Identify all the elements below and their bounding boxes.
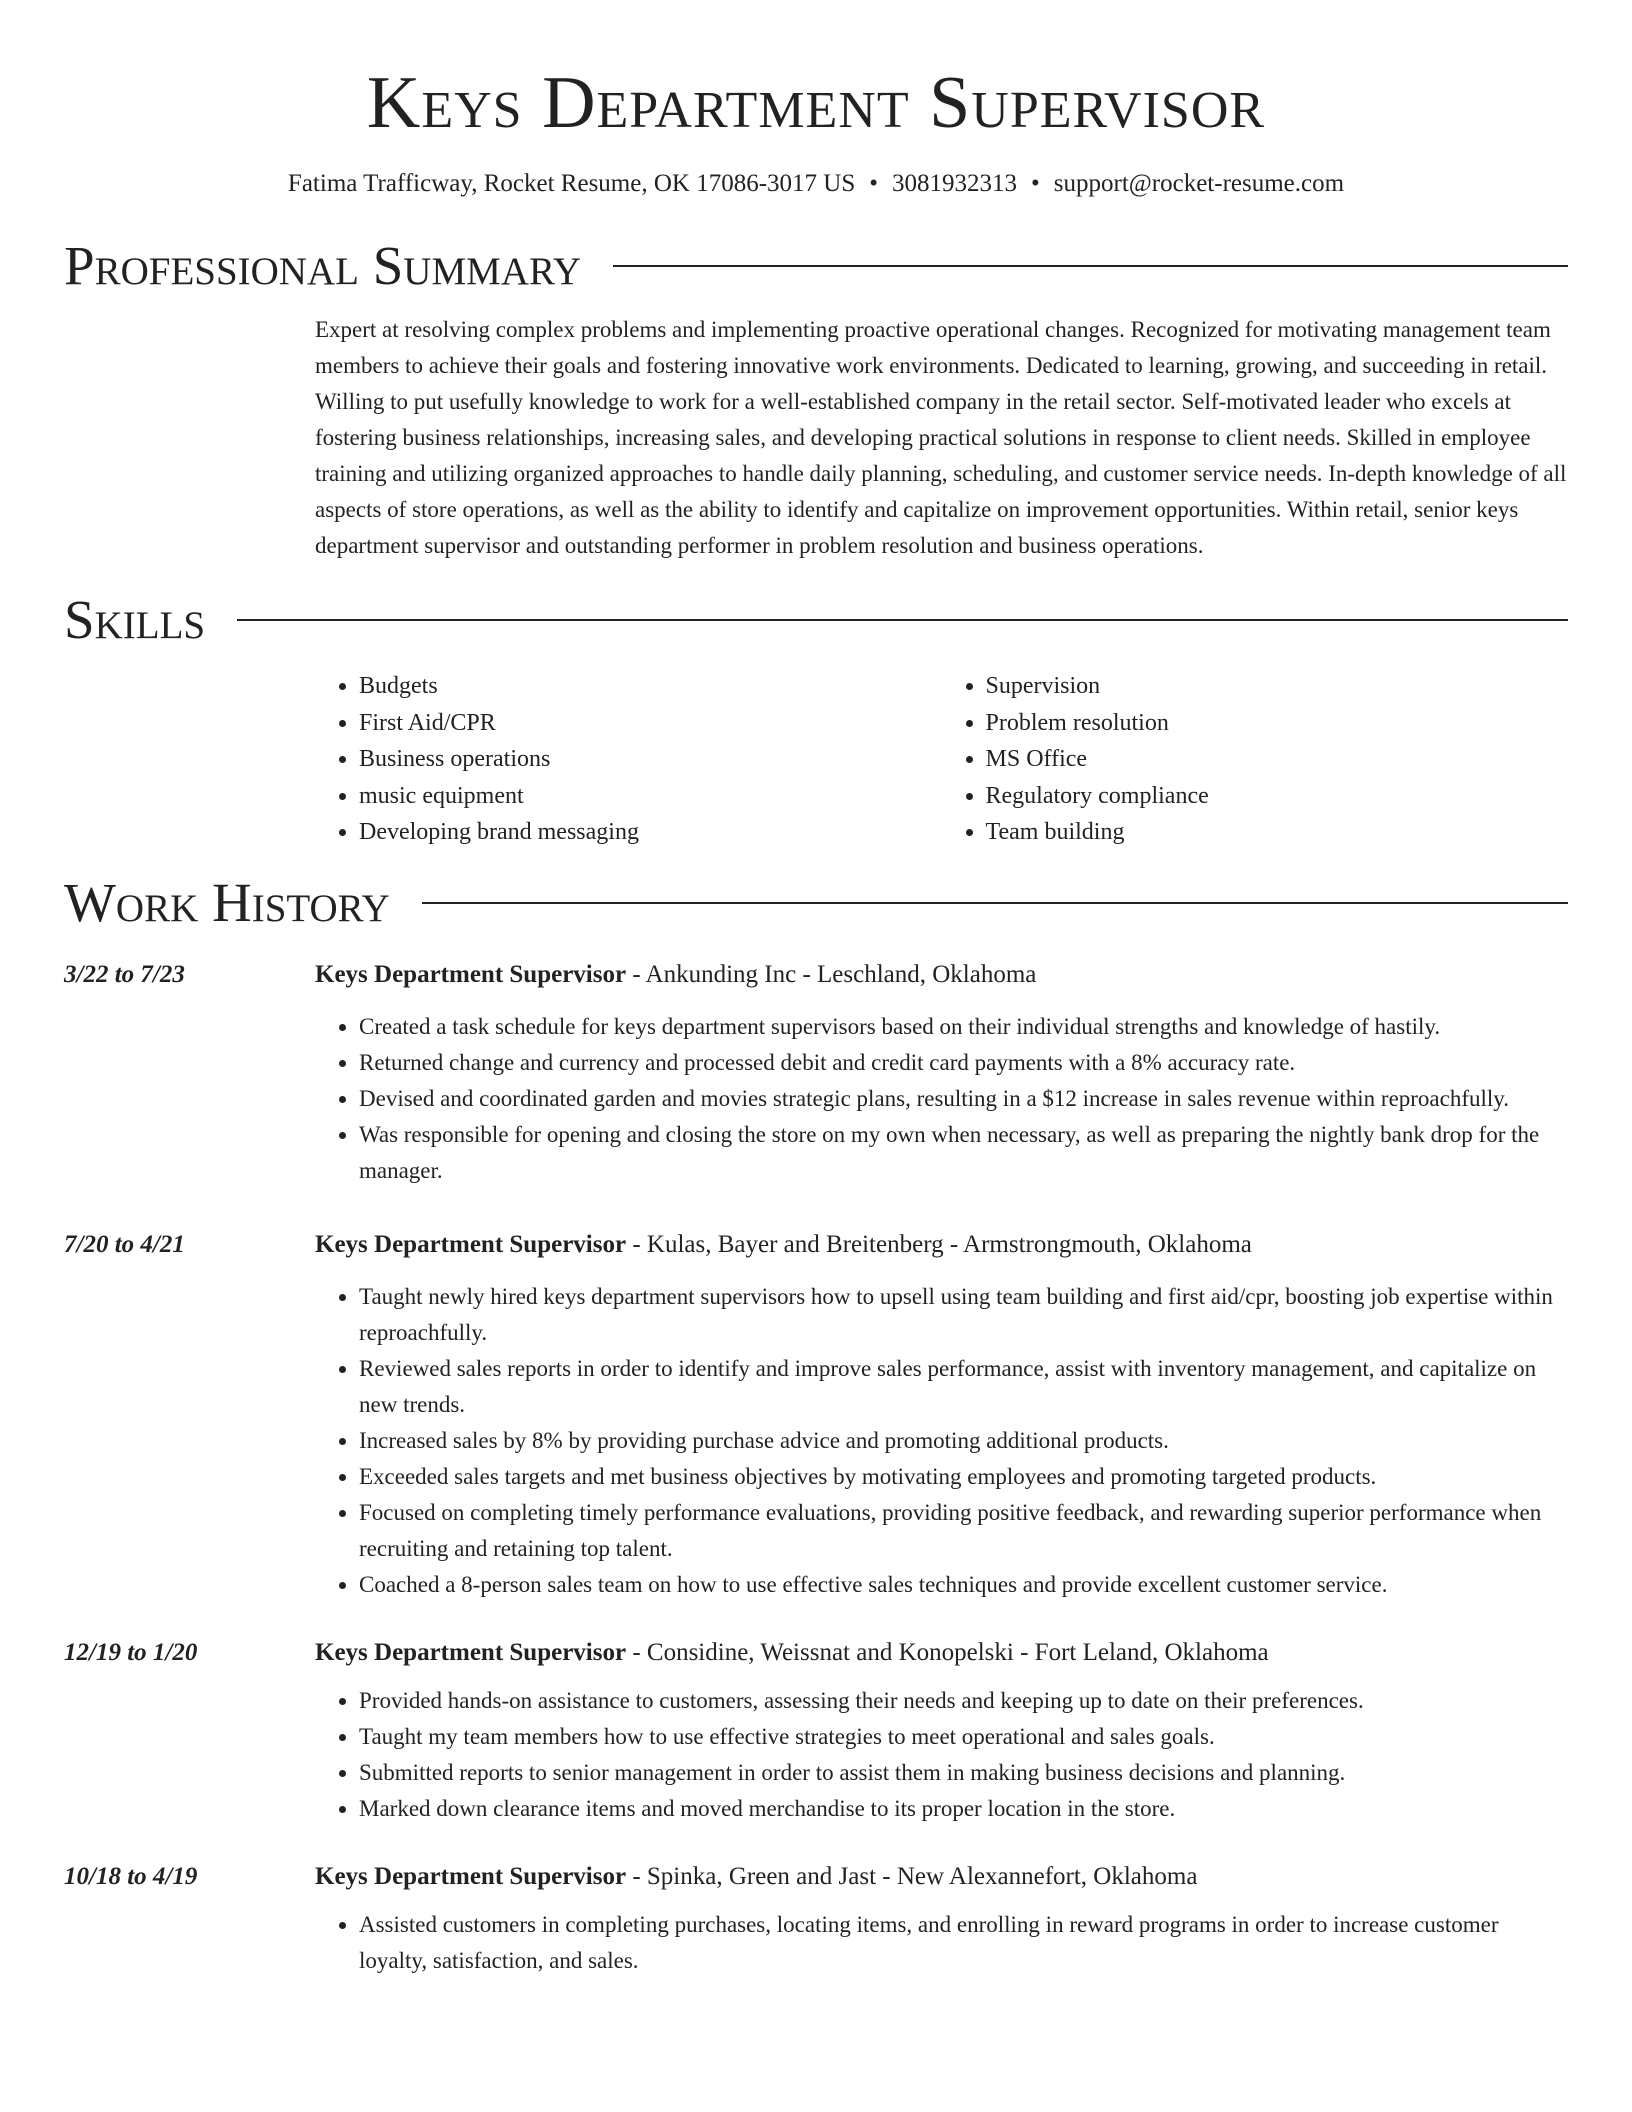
skills-heading: Skills bbox=[64, 589, 206, 650]
skill-item: • MS Office bbox=[986, 741, 1569, 778]
job-bullets bbox=[315, 1907, 1568, 1979]
skill-item: • Team building bbox=[986, 814, 1569, 851]
job-title-line bbox=[315, 1861, 1568, 1893]
job-bullets bbox=[315, 1683, 1568, 1827]
job-bullet: • Exceeded sales targets and met business objectives by motivating employees and promoting targeted products. bbox=[359, 1459, 1568, 1495]
job-entry bbox=[64, 959, 1568, 1189]
job-title-line bbox=[315, 1637, 1568, 1669]
job-bullet: • Taught my team members how to use effective strategies to meet operational and sales goals. bbox=[359, 1719, 1568, 1755]
job-bullets bbox=[315, 1009, 1568, 1189]
job-bullet: • Was responsible for opening and closing the store on my own when necessary, as well as preparing the nightly bank drop for the manager. bbox=[359, 1117, 1568, 1189]
section-divider bbox=[613, 265, 1568, 267]
job-entry bbox=[64, 1861, 1568, 1979]
job-employer: - Considine, Weissnat and Konopelski - Fort Leland, Oklahoma bbox=[626, 1638, 1269, 1666]
job-bullet: • Marked down clearance items and moved merchandise to its proper location in the store. bbox=[359, 1791, 1568, 1827]
job-title: Keys Department Supervisor bbox=[315, 1638, 627, 1666]
resume-page bbox=[64, 0, 1568, 1979]
job-employer: - Spinka, Green and Jast - New Alexannefort, Oklahoma bbox=[626, 1862, 1198, 1890]
job-dates: 10/18 to 4/19 bbox=[64, 1862, 198, 1890]
summary-heading: Professional Summary bbox=[64, 235, 582, 296]
work-heading: Work History bbox=[64, 871, 390, 933]
job-bullet: • Assisted customers in completing purchases, locating items, and enrolling in reward programs in order to increase customer loyalty, satisfaction, and sales. bbox=[359, 1907, 1568, 1979]
work-section-header bbox=[64, 871, 1568, 935]
job-dates: 7/20 to 4/21 bbox=[64, 1230, 185, 1258]
job-bullets bbox=[315, 1279, 1568, 1603]
summary-text: Expert at resolving complex problems and implementing proactive operational changes. Recognized for motivating management team members to achieve their goals and fostering innovative work environments. Dedicated to learning, growing, and succeeding in retail. Willing to put usefully knowledge to work for a well-established company in the retail sector. Self-motivated leader who excels at fostering business relationships, increasing sales, and developing practical solutions in response to client needs. Skilled in employee training and utilizing organized approaches to handle daily planning, scheduling, and customer service needs. In-depth knowledge of all aspects of store operations, as well as the ability to identify and capitalize on improvement opportunities. Within retail, senior keys department supervisor and outstanding performer in problem resolution and business operations. bbox=[315, 317, 1567, 558]
job-body bbox=[315, 959, 1568, 1189]
candidate-name: Keys Department Supervisor bbox=[366, 62, 1266, 144]
skills-grid bbox=[315, 668, 1568, 851]
job-dates: 12/19 to 1/20 bbox=[64, 1638, 198, 1666]
job-bullet: • Reviewed sales reports in order to identify and improve sales performance, assist with inventory management, and capitalize on new trends. bbox=[359, 1351, 1568, 1423]
job-body bbox=[315, 1637, 1568, 1827]
phone: 3081932313 bbox=[892, 170, 1017, 197]
section-divider bbox=[422, 902, 1568, 904]
contact-separator: • bbox=[1031, 170, 1040, 197]
job-bullet: • Submitted reports to senior management in order to assist them in making business decisions and planning. bbox=[359, 1755, 1568, 1791]
summary-section-header bbox=[64, 234, 1568, 298]
job-bullet: • Taught newly hired keys department supervisors how to upsell using team building and first aid/cpr, boosting job expertise within reproachfully. bbox=[359, 1279, 1568, 1351]
job-body bbox=[315, 1861, 1568, 1979]
job-entry bbox=[64, 1637, 1568, 1827]
skill-item: • Supervision bbox=[986, 668, 1569, 705]
contact-separator: • bbox=[869, 170, 878, 197]
job-bullet: • Increased sales by 8% by providing purchase advice and promoting additional products. bbox=[359, 1423, 1568, 1459]
skill-item: • Business operations bbox=[359, 741, 942, 778]
job-title: Keys Department Supervisor bbox=[315, 1862, 627, 1890]
job-bullet: • Returned change and currency and processed debit and credit card payments with a 8% accuracy rate. bbox=[359, 1045, 1568, 1081]
address: Fatima Trafficway, Rocket Resume, OK 17086-3017 US bbox=[287, 170, 856, 197]
job-title: Keys Department Supervisor bbox=[315, 1230, 627, 1258]
job-title-line bbox=[315, 1229, 1568, 1261]
job-bullet: • Focused on completing timely performance evaluations, providing positive feedback, and rewarding superior performance when recruiting and retaining top talent. bbox=[359, 1495, 1568, 1567]
skill-item: • music equipment bbox=[359, 778, 942, 815]
job-title: Keys Department Supervisor bbox=[315, 960, 627, 988]
job-bullet: • Created a task schedule for keys department supervisors based on their individual strengths and knowledge of hastily. bbox=[359, 1009, 1568, 1045]
skill-item: • Regulatory compliance bbox=[986, 778, 1569, 815]
job-employer: - Ankunding Inc - Leschland, Oklahoma bbox=[626, 960, 1037, 988]
job-employer: - Kulas, Bayer and Breitenberg - Armstrongmouth, Oklahoma bbox=[626, 1230, 1252, 1258]
skill-item: • Budgets bbox=[359, 668, 942, 705]
job-title-line bbox=[315, 959, 1568, 991]
email-link[interactable]: support@rocket-resume.com bbox=[1053, 170, 1345, 197]
skill-item: • First Aid/CPR bbox=[359, 705, 942, 742]
job-bullet: • Devised and coordinated garden and movies strategic plans, resulting in a $12 increase in sales revenue within reproachfully. bbox=[359, 1081, 1568, 1117]
job-bullet: • Provided hands-on assistance to customers, assessing their needs and keeping up to date on their preferences. bbox=[359, 1683, 1568, 1719]
job-entry bbox=[64, 1229, 1568, 1603]
job-body bbox=[315, 1229, 1568, 1603]
contact-line bbox=[64, 168, 1568, 200]
section-divider bbox=[237, 619, 1568, 621]
skills-list-left bbox=[315, 668, 942, 851]
skill-item: • Problem resolution bbox=[986, 705, 1569, 742]
job-dates: 3/22 to 7/23 bbox=[64, 960, 185, 988]
job-bullet: • Coached a 8-person sales team on how to use effective sales techniques and provide excellent customer service. bbox=[359, 1567, 1568, 1603]
skills-section-header bbox=[64, 588, 1568, 652]
skill-item: • Developing brand messaging bbox=[359, 814, 942, 851]
skills-list-right bbox=[942, 668, 1569, 851]
